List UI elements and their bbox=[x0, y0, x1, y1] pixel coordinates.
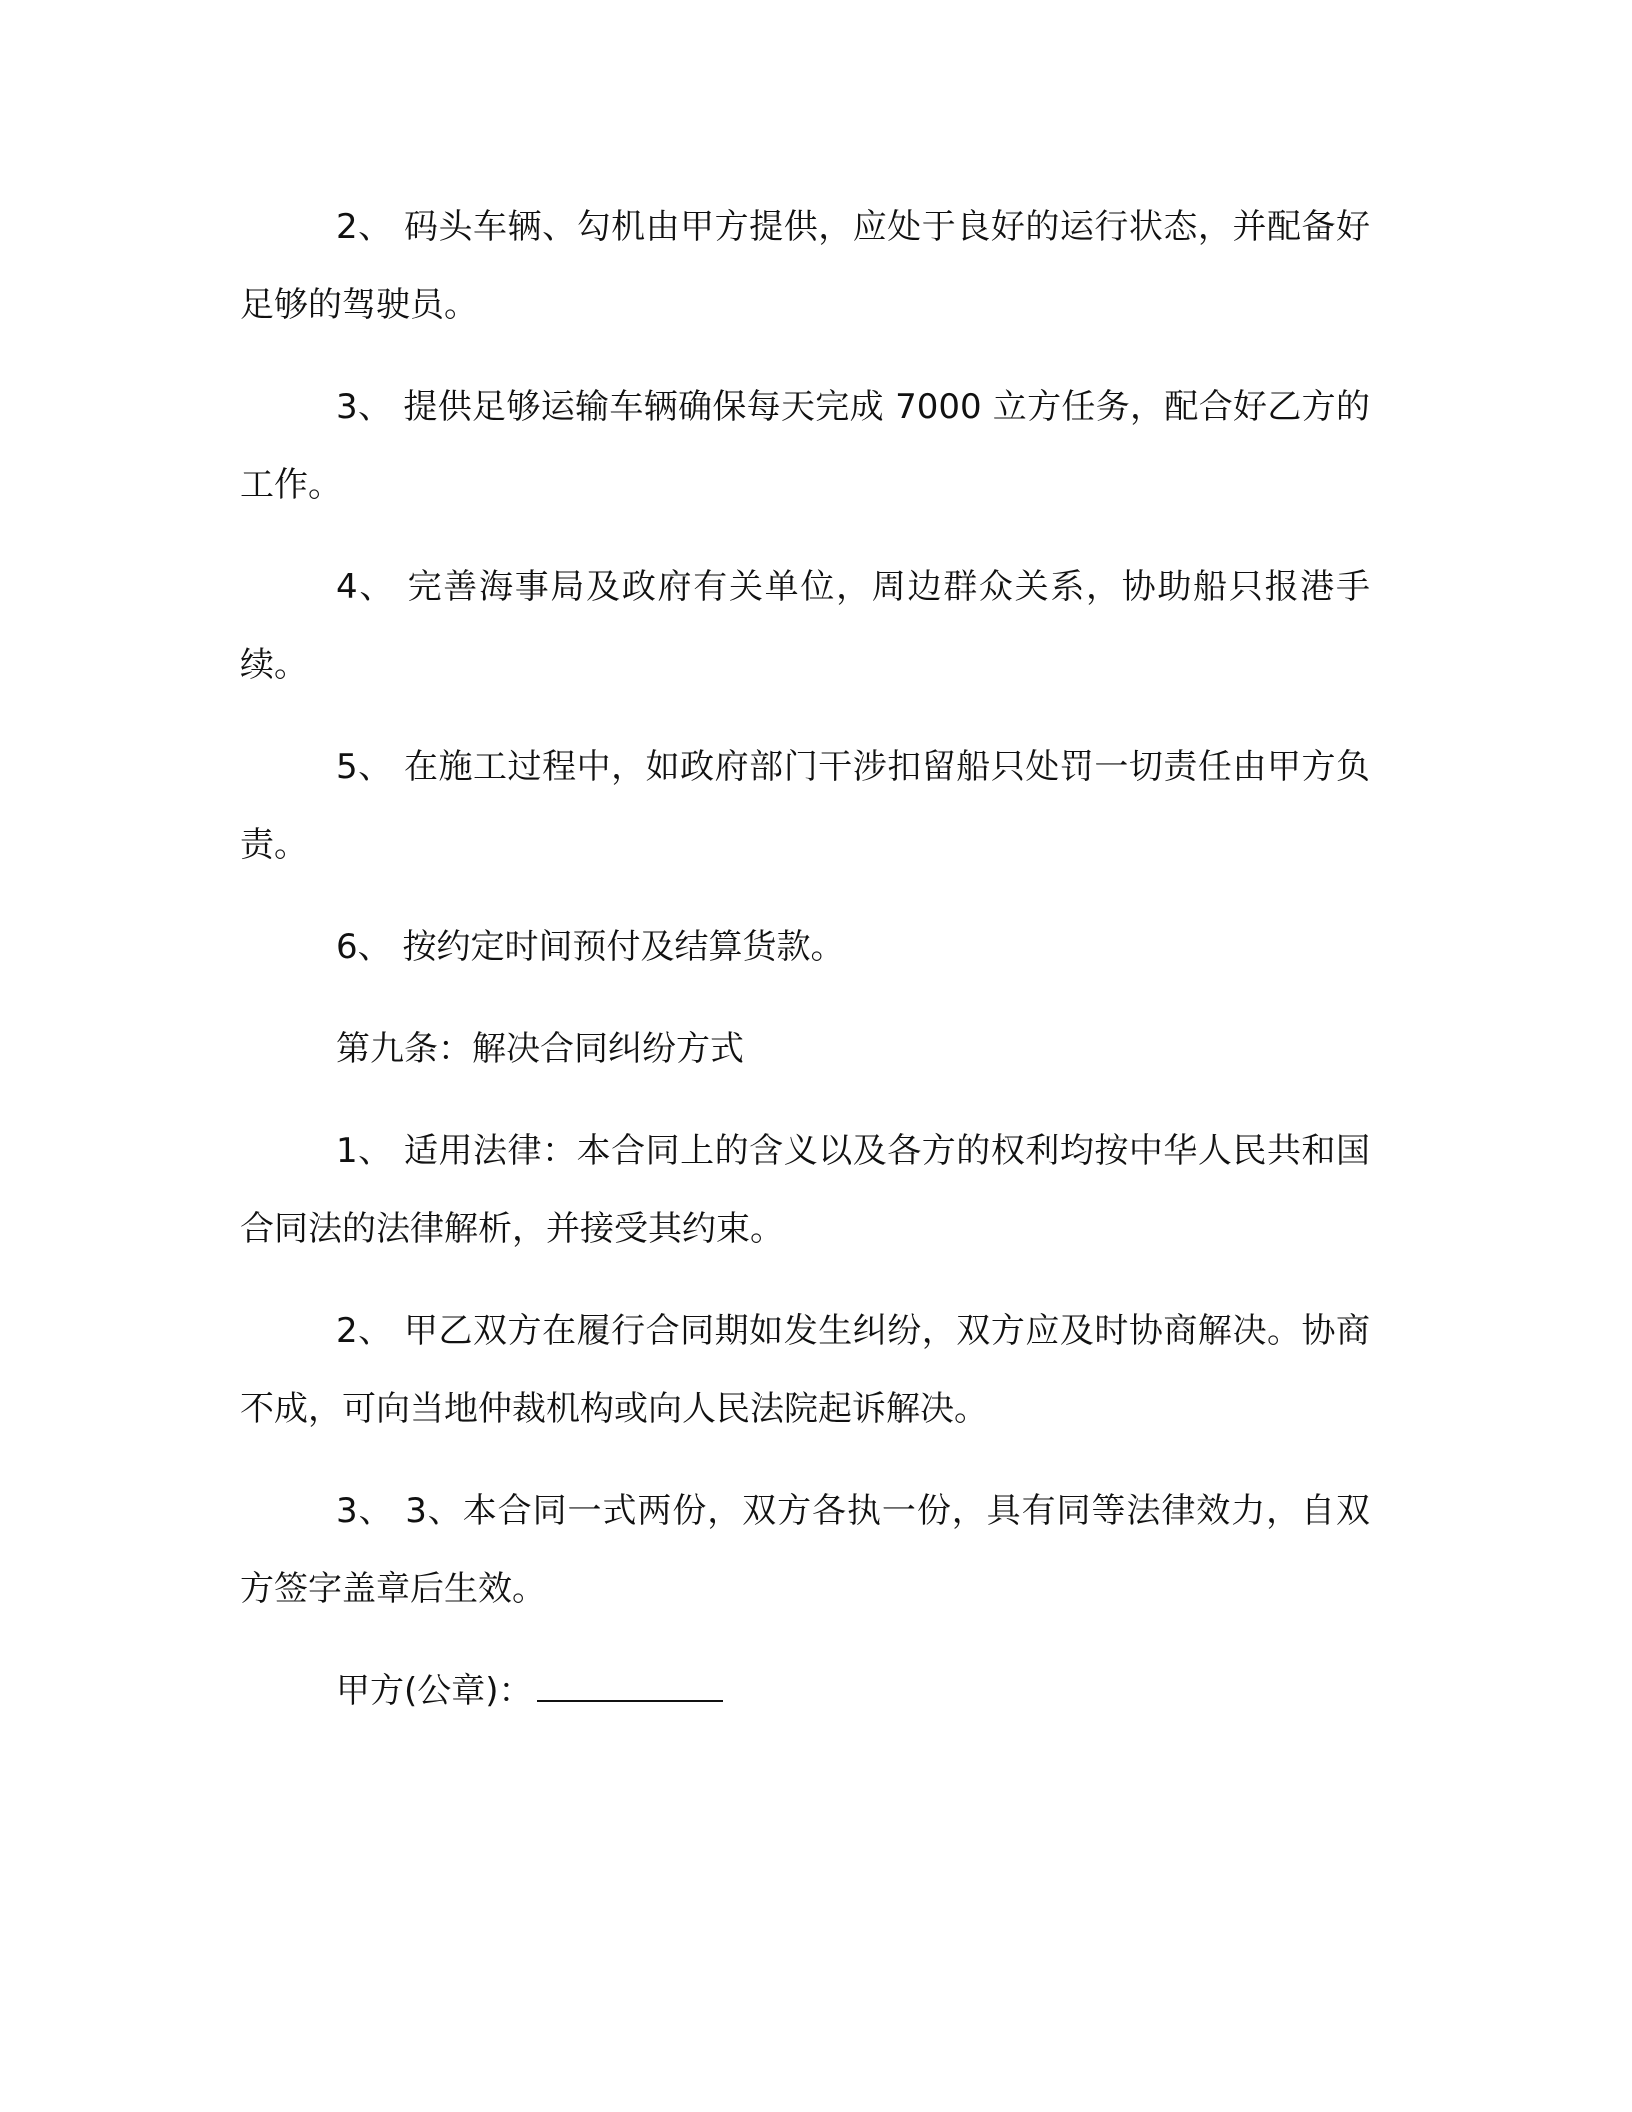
signature-party-a bbox=[240, 1652, 1370, 1730]
article-9-clause-2: 2、 甲乙双方在履行合同期如发生纠纷，双方应及时协商解决。协商不成，可向当地仲裁机构或向人民法院起诉解决。 bbox=[240, 1311, 1370, 1429]
document-body bbox=[240, 188, 1370, 1730]
article-9-clause-1: 1、 适用法律：本合同上的含义以及各方的权利均按中华人民共和国合同法的法律解析，并接受其约束。 bbox=[240, 1131, 1370, 1249]
clause-5-penalty: 5、 在施工过程中，如政府部门干涉扣留船只处罚一切责任由甲方负责。 bbox=[240, 747, 1370, 865]
clause-6-payment: 6、 按约定时间预付及结算货款。 bbox=[336, 927, 845, 967]
signature-blank-line bbox=[537, 1666, 723, 1702]
clause-3-transport: 3、 提供足够运输车辆确保每天完成 7000 立方任务，配合好乙方的工作。 bbox=[240, 387, 1370, 505]
clause-4-relations: 4、 完善海事局及政府有关单位，周边群众关系，协助船只报港手续。 bbox=[240, 567, 1370, 685]
clause-2-vehicles: 2、 码头车辆、勾机由甲方提供，应处于良好的运行状态，并配备好足够的驾驶员。 bbox=[240, 207, 1370, 325]
signature-label: 甲方(公章)： bbox=[336, 1671, 533, 1711]
article-9-clause-3: 3、 3、本合同一式两份，双方各执一份，具有同等法律效力，自双方签字盖章后生效。 bbox=[240, 1491, 1370, 1609]
article-9-heading: 第九条：解决合同纠纷方式 bbox=[336, 1029, 744, 1069]
